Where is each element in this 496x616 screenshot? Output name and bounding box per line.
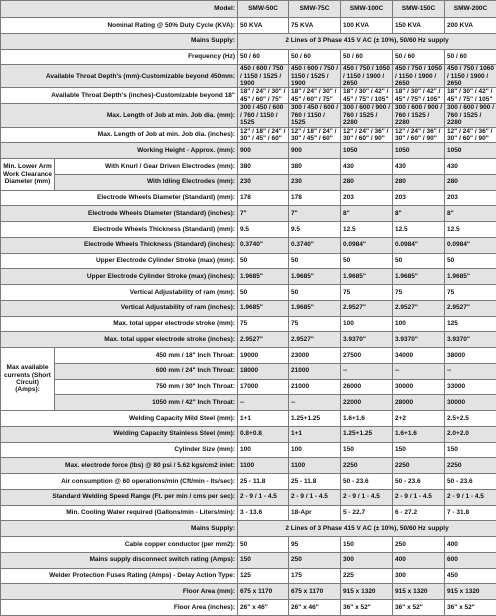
spec-value: 300 / 450 / 600 / 760 / 1150 / 1525 [238, 104, 289, 127]
spec-value: 50 / 60 [238, 49, 289, 65]
row-label: Vertical Adjustability of ram (inches): [1, 300, 238, 316]
spec-value: 1.9685" [238, 269, 289, 285]
spec-value: 1100 [289, 458, 341, 474]
spec-row [1, 363, 496, 379]
spec-row [1, 395, 496, 411]
spec-value: 915 x 1320 [393, 584, 445, 600]
spec-value: 7" [238, 206, 289, 222]
spec-value: 12.5 [341, 222, 393, 238]
spec-value: 2250 [393, 458, 445, 474]
spec-value: 2.5+2.5 [445, 411, 496, 427]
spec-value: 25 - 11.8 [289, 474, 341, 490]
spec-value: 0.0984" [341, 237, 393, 253]
row-label: Available Throat Depth's (inches)-Customizable beyond 18" [1, 88, 238, 104]
row-label: Standard Welding Speed Range (Ft. per min / cms per sec): [1, 489, 238, 505]
header-model: SMW-50C [238, 1, 289, 18]
spec-value: 75 KVA [289, 18, 341, 34]
spec-value: 2.0+2.0 [445, 426, 496, 442]
spec-value: 450 / 750 / 1050 / 1150 / 1900 / 2650 [341, 65, 393, 88]
spec-value: 2250 [445, 458, 496, 474]
spec-value: 0.3740" [289, 237, 341, 253]
spec-value: 280 [341, 174, 393, 190]
row-label: Mains Supply: [1, 33, 238, 49]
spec-value: 12.5 [445, 222, 496, 238]
spec-value: -- [445, 363, 496, 379]
spec-value: 2 - 9 / 1 - 4.5 [341, 489, 393, 505]
spec-value: 2.9527" [341, 300, 393, 316]
spec-row [1, 143, 496, 159]
row-label: Upper Electrode Cylinder Stroke (max) (mm): [1, 253, 238, 269]
row-label: Max. Length of Job at min. Job dia. (inches): [1, 127, 238, 143]
spec-row [1, 49, 496, 65]
spec-value: 0.0984" [445, 237, 496, 253]
row-label: 450 mm / 18" Inch Throat: [55, 348, 238, 364]
row-label: Cylinder Size (mm): [1, 442, 238, 458]
spec-value: 50 / 60 [289, 49, 341, 65]
spec-value: 100 [341, 316, 393, 332]
spec-value: 50 [341, 253, 393, 269]
spec-value: 450 / 750 / 1050 / 1150 / 1900 / 2650 [393, 65, 445, 88]
spec-value: 100 KVA [341, 18, 393, 34]
spec-value: 203 [393, 190, 445, 206]
spec-row [1, 33, 496, 49]
spec-value: 50 / 60 [445, 49, 496, 65]
spec-row [1, 474, 496, 490]
spec-value: 6 - 27.2 [393, 505, 445, 521]
row-label: Welding Capacity Stainless Steel (mm): [1, 426, 238, 442]
spec-value: 250 [393, 537, 445, 553]
spec-value: 450 [445, 568, 496, 584]
spec-value: 100 [238, 442, 289, 458]
spec-value: 1+1 [238, 411, 289, 427]
spec-row [1, 442, 496, 458]
spec-value: 125 [238, 568, 289, 584]
spec-value: 50 [393, 253, 445, 269]
spec-value: 175 [289, 568, 341, 584]
spec-value: 9.5 [289, 222, 341, 238]
spec-value: 450 / 750 / 1060 / 1150 / 1900 / 2650 [445, 65, 496, 88]
spec-value: 12" / 24" / 36" / 30" / 60" / 90" [393, 127, 445, 143]
row-label: Max. Length of Job at min. Job dia. (mm): [1, 104, 238, 127]
spec-value: 2.9527" [393, 300, 445, 316]
spec-value: 1050 [341, 143, 393, 159]
spec-value: 380 [238, 159, 289, 175]
spec-value: 9.5 [238, 222, 289, 238]
row-label: Frequency (Hz) [1, 49, 238, 65]
row-label: Max. total upper electrode stroke (inches): [1, 332, 238, 348]
spec-value: 430 [341, 159, 393, 175]
spec-value: 600 [445, 552, 496, 568]
row-label: Vertical Adjustability of ram (mm): [1, 285, 238, 301]
spec-value: 7 - 31.8 [445, 505, 496, 521]
row-label: Electrode Wheels Thickness (Standard) (mm): [1, 222, 238, 238]
row-group-label: Min. Lower Arm Work Clearance Diameter (mm) [1, 159, 55, 191]
header-row [1, 1, 496, 18]
spec-value: 19000 [238, 348, 289, 364]
spec-value: 0.0984" [393, 237, 445, 253]
spec-value: 50 [238, 537, 289, 553]
row-label: Floor Area (mm): [1, 584, 238, 600]
header-model: SMW-75C [289, 1, 341, 18]
spec-value: 225 [341, 568, 393, 584]
spec-row [1, 159, 496, 175]
spec-value: 18" / 24" / 30" / 45" / 60" / 75" [289, 88, 341, 104]
spec-value: 915 x 1320 [341, 584, 393, 600]
header-model-label: Model: [1, 1, 238, 18]
spec-row [1, 206, 496, 222]
spec-value: 1.6+1.6 [393, 426, 445, 442]
spec-row [1, 300, 496, 316]
spec-value: 450 / 600 / 750 / 1150 / 1525 / 1900 [289, 65, 341, 88]
spec-value: 3.9370" [445, 332, 496, 348]
spec-row [1, 568, 496, 584]
spec-value: 21000 [289, 363, 341, 379]
spec-value: -- [341, 363, 393, 379]
spec-value: 7" [289, 206, 341, 222]
spec-value: 3 - 13.6 [238, 505, 289, 521]
spec-value: 75 [238, 316, 289, 332]
spec-value: 50 - 23.6 [445, 474, 496, 490]
spec-value: 75 [445, 285, 496, 301]
row-label: Cable copper conductor (per mm2): [1, 537, 238, 553]
spec-value: 430 [393, 159, 445, 175]
row-label: With Knurl / Gear Driven Electrodes (mm): [55, 159, 238, 175]
row-label: Upper Electrode Cylinder Stroke (max) (inches): [1, 269, 238, 285]
spec-value: 280 [445, 174, 496, 190]
spec-row [1, 600, 496, 616]
spec-value: 0.8+0.8 [238, 426, 289, 442]
spec-body [1, 18, 496, 616]
row-span-value: 2 Lines of 3 Phase 415 V AC (± 10%), 50/60 Hz supply [238, 33, 496, 49]
spec-row [1, 104, 496, 127]
row-group-label: Max available currents (Short Circuit) (Amps): [1, 348, 55, 411]
spec-value: 1050 [393, 143, 445, 159]
spec-value: 300 / 600 / 900 / 760 / 1525 / 2280 [341, 104, 393, 127]
spec-value: 18" / 30" / 42" / 45" / 75" / 105" [393, 88, 445, 104]
spec-row [1, 505, 496, 521]
spec-value: 300 / 600 / 900 / 760 / 1525 / 2280 [445, 104, 496, 127]
spec-value: 26000 [341, 379, 393, 395]
spec-value: 8" [445, 206, 496, 222]
spec-value: 12" / 24" / 36" / 30" / 60" / 90" [341, 127, 393, 143]
row-label: Electrode Wheels Diameter (Standard) (inches): [1, 206, 238, 222]
spec-value: 27500 [341, 348, 393, 364]
spec-value: 2 - 9 / 1 - 4.5 [445, 489, 496, 505]
spec-value: 300 [341, 552, 393, 568]
spec-row [1, 537, 496, 553]
spec-value: 23000 [289, 348, 341, 364]
spec-value: 28000 [393, 395, 445, 411]
spec-value: 36" x 52" [393, 600, 445, 616]
spec-value: 26" x 46" [238, 600, 289, 616]
spec-value: 430 [445, 159, 496, 175]
spec-value: 50 KVA [238, 18, 289, 34]
spec-value: 250 [289, 552, 341, 568]
spec-value: 18" / 30" / 42" / 45" / 75" / 105" [341, 88, 393, 104]
spec-value: 300 / 450 / 600 / 760 / 1150 / 1525 [289, 104, 341, 127]
spec-value: 380 [289, 159, 341, 175]
spec-value: 150 [238, 552, 289, 568]
row-label: Welding Capacity Mild Steel (mm): [1, 411, 238, 427]
spec-value: 18-Apr [289, 505, 341, 521]
spec-value: 50 / 60 [393, 49, 445, 65]
spec-row [1, 127, 496, 143]
spec-value: 1.9685" [393, 269, 445, 285]
spec-value: -- [289, 395, 341, 411]
spec-value: 280 [393, 174, 445, 190]
spec-value: 1.6+1.6 [341, 411, 393, 427]
spec-value: 12" / 24" / 36" / 30" / 60" / 90" [445, 127, 496, 143]
spec-value: 75 [393, 285, 445, 301]
spec-row [1, 222, 496, 238]
spec-value: 178 [289, 190, 341, 206]
spec-value: 150 KVA [393, 18, 445, 34]
spec-value: 8" [393, 206, 445, 222]
spec-value: 1100 [238, 458, 289, 474]
spec-value: 50 - 23.6 [341, 474, 393, 490]
spec-value: 230 [238, 174, 289, 190]
row-label: Welder Protection Fuses Rating (Amps) - Delay Action Type: [1, 568, 238, 584]
row-label: Working Height - Approx. (mm): [1, 143, 238, 159]
spec-row [1, 458, 496, 474]
spec-value: 400 [445, 537, 496, 553]
spec-value: 1.25+1.25 [341, 426, 393, 442]
spec-value: 1050 [445, 143, 496, 159]
row-label: Electrode Wheels Thickness (Standard) (inches): [1, 237, 238, 253]
row-label: Available Throat Depth's (mm)-Customizable beyond 450mm: [1, 65, 238, 88]
row-label: Mains Supply: [1, 521, 238, 537]
spec-row [1, 285, 496, 301]
spec-row [1, 190, 496, 206]
spec-row [1, 348, 496, 364]
spec-value: 26" x 46" [289, 600, 341, 616]
spec-row [1, 379, 496, 395]
spec-value: 1.9685" [445, 269, 496, 285]
row-label: 1050 mm / 42" Inch Throat: [55, 395, 238, 411]
spec-row [1, 584, 496, 600]
spec-row [1, 316, 496, 332]
spec-value: 50 - 23.6 [393, 474, 445, 490]
spec-row [1, 237, 496, 253]
spec-value: -- [238, 395, 289, 411]
spec-row [1, 521, 496, 537]
row-span-value: 2 Lines of 3 Phase 415 V AC (± 10%), 50/60 Hz supply [238, 521, 496, 537]
spec-row [1, 88, 496, 104]
spec-value: 22000 [341, 395, 393, 411]
row-label: Floor Area (inches): [1, 600, 238, 616]
spec-value: 36" x 52" [341, 600, 393, 616]
spec-row [1, 489, 496, 505]
spec-value: 203 [445, 190, 496, 206]
spec-value: 1+1 [289, 426, 341, 442]
spec-value: 150 [341, 442, 393, 458]
row-label: Max. total upper electrode stroke (mm): [1, 316, 238, 332]
spec-row [1, 269, 496, 285]
spec-value: 3.9370" [393, 332, 445, 348]
spec-value: 18000 [238, 363, 289, 379]
header-model: SMW-150C [393, 1, 445, 18]
row-label: Air consumption @ 60 operations/min (Cft/min - lts/sec): [1, 474, 238, 490]
spec-value: 2.9527" [445, 300, 496, 316]
spec-value: 12.5 [393, 222, 445, 238]
spec-value: 3.9370" [341, 332, 393, 348]
spec-value: 75 [289, 316, 341, 332]
spec-value: 1.9685" [289, 300, 341, 316]
spec-value: 12" / 18" / 24" / 30" / 45" / 60" [238, 127, 289, 143]
spec-value: 95 [289, 537, 341, 553]
spec-value: 100 [393, 316, 445, 332]
spec-row [1, 332, 496, 348]
spec-value: 2.9527" [289, 332, 341, 348]
spec-value: 33000 [445, 379, 496, 395]
spec-value: 675 x 1170 [238, 584, 289, 600]
spec-value: 50 / 60 [341, 49, 393, 65]
spec-row [1, 65, 496, 88]
spec-row [1, 174, 496, 190]
spec-value: 400 [393, 552, 445, 568]
row-label: Electrode Wheels Diameter (Standard) (mm): [1, 190, 238, 206]
row-label: Max. electrode force (lbs) @ 80 psi / 5.62 kgs/cm2 inlet: [1, 458, 238, 474]
spec-value: 36" x 52" [445, 600, 496, 616]
spec-value: 150 [393, 442, 445, 458]
spec-value: -- [393, 363, 445, 379]
spec-value: 50 [238, 253, 289, 269]
row-label: Min. Cooling Water required (Gallons/min - Liters/min): [1, 505, 238, 521]
header-model: SMW-100C [341, 1, 393, 18]
spec-value: 12" / 18" / 24" / 30" / 45" / 60" [289, 127, 341, 143]
spec-value: 2250 [341, 458, 393, 474]
spec-row [1, 411, 496, 427]
spec-value: 900 [238, 143, 289, 159]
spec-value: 25 - 11.8 [238, 474, 289, 490]
header-model: SMW-200C [445, 1, 496, 18]
spec-value: 17000 [238, 379, 289, 395]
spec-value: 230 [289, 174, 341, 190]
spec-value: 75 [341, 285, 393, 301]
spec-value: 0.3740" [238, 237, 289, 253]
spec-value: 203 [341, 190, 393, 206]
spec-value: 8" [341, 206, 393, 222]
row-label: Mains supply disconnect switch rating (Amps): [1, 552, 238, 568]
spec-value: 2 - 9 / 1 - 4.5 [393, 489, 445, 505]
row-label: 600 mm / 24" Inch Throat: [55, 363, 238, 379]
spec-value: 200 KVA [445, 18, 496, 34]
spec-value: 34000 [393, 348, 445, 364]
spec-value: 150 [341, 537, 393, 553]
spec-value: 125 [445, 316, 496, 332]
spec-value: 2 - 9 / 1 - 4.5 [289, 489, 341, 505]
spec-value: 18" / 30" / 42" / 45" / 75" / 105" [445, 88, 496, 104]
spec-value: 450 / 600 / 750 / 1150 / 1525 / 1900 [238, 65, 289, 88]
spec-row [1, 253, 496, 269]
spec-value: 1.9685" [289, 269, 341, 285]
spec-value: 21000 [289, 379, 341, 395]
spec-row [1, 426, 496, 442]
spec-row [1, 552, 496, 568]
spec-value: 50 [445, 253, 496, 269]
spec-value: 38000 [445, 348, 496, 364]
spec-row [1, 18, 496, 34]
spec-value: 50 [238, 285, 289, 301]
spec-value: 5 - 22.7 [341, 505, 393, 521]
spec-value: 100 [289, 442, 341, 458]
spec-value: 1.25+1.25 [289, 411, 341, 427]
spec-value: 1.9685" [238, 300, 289, 316]
spec-value: 675 x 1170 [289, 584, 341, 600]
spec-value: 2.9527" [238, 332, 289, 348]
row-label: With Idling Electrodes (mm): [55, 174, 238, 190]
spec-value: 18" / 24" / 30" / 45" / 60" / 75" [238, 88, 289, 104]
spec-value: 915 x 1320 [445, 584, 496, 600]
spec-value: 30000 [393, 379, 445, 395]
spec-value: 300 / 600 / 900 / 760 / 1525 / 2280 [393, 104, 445, 127]
spec-value: 2 - 9 / 1 - 4.5 [238, 489, 289, 505]
spec-value: 1.9685" [341, 269, 393, 285]
spec-value: 50 [289, 285, 341, 301]
spec-value: 150 [445, 442, 496, 458]
spec-value: 300 [393, 568, 445, 584]
row-label: Nominal Rating @ 50% Duty Cycle (KVA): [1, 18, 238, 34]
spec-value: 50 [289, 253, 341, 269]
spec-value: 178 [238, 190, 289, 206]
row-label: 750 mm / 30" Inch Throat: [55, 379, 238, 395]
spec-value: 900 [289, 143, 341, 159]
spec-value: 30000 [445, 395, 496, 411]
spec-value: 2+2 [393, 411, 445, 427]
